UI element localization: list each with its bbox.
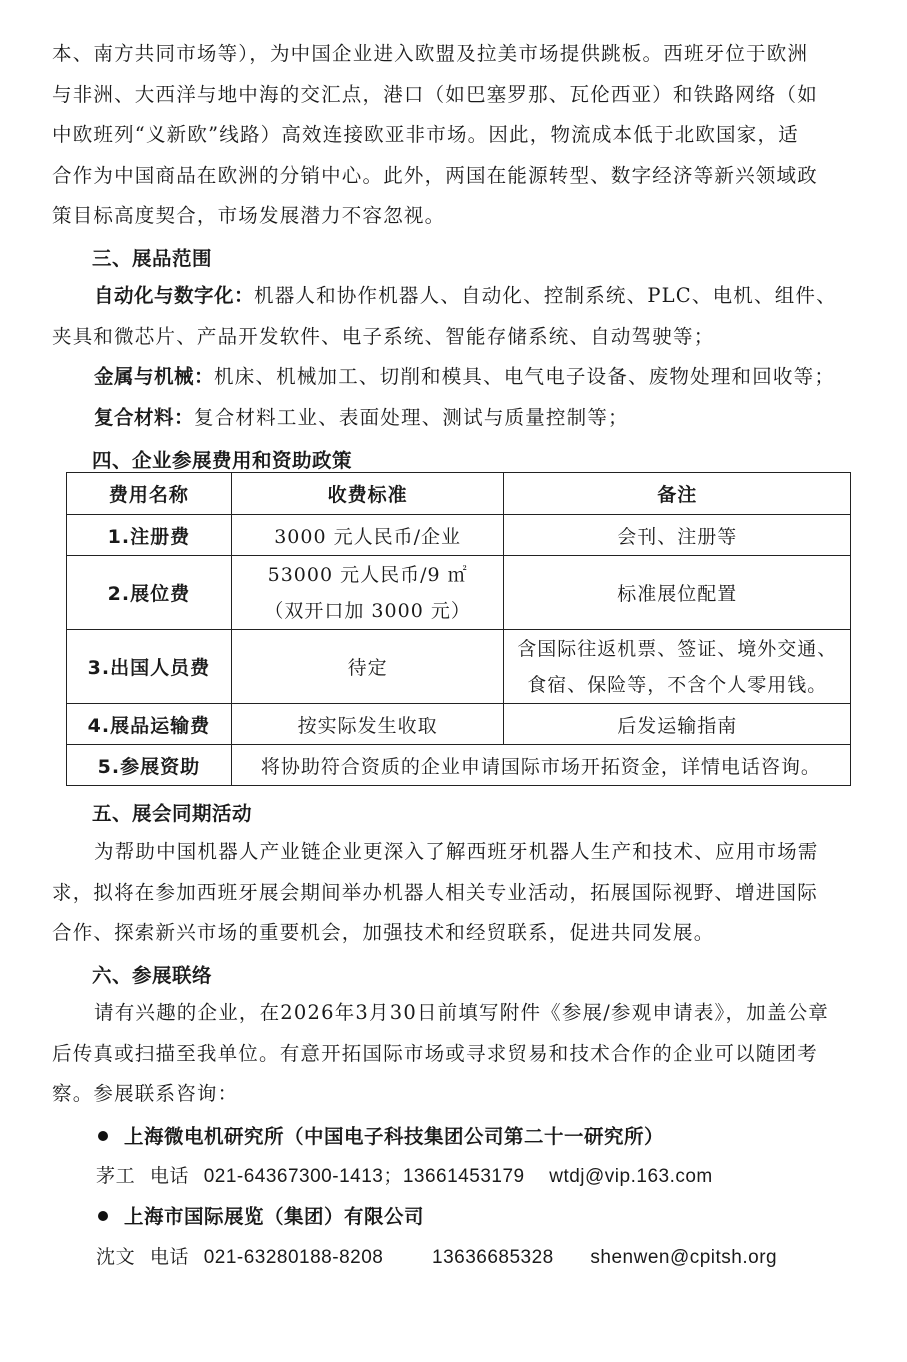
header-note: 备注 — [504, 473, 851, 515]
fee-table-header — [67, 473, 851, 515]
header-fee-name: 费用名称 — [67, 473, 232, 515]
table-row — [67, 630, 851, 704]
para-line: 求，拟将在参加西班牙展会期间举办机器人相关专业活动，拓展国际视野、增进国际 — [52, 880, 818, 904]
table-row — [67, 745, 851, 786]
fee-name: 2.展位费 — [67, 556, 232, 630]
section3-heading: 三、展品范围 — [92, 247, 213, 270]
contact-person: 茅工 — [96, 1165, 136, 1187]
para-line: 合作、探索新兴市场的重要机会，加强技术和经贸联系，促进共同发展。 — [52, 921, 715, 944]
intro-line: 合作为中国商品在欧洲的分销中心。此外，两国在能源转型、数字经济等新兴领域政 — [52, 163, 818, 187]
section6-paragraph — [52, 993, 862, 1115]
exhibit-scope — [52, 276, 867, 438]
scope-automation — [52, 276, 867, 317]
contact-line — [96, 1161, 713, 1188]
phone-label: 电话 — [149, 1165, 190, 1187]
section6-heading: 六、参展联络 — [92, 964, 213, 987]
contact-org-name: 上海市国际展览（集团）有限公司 — [124, 1205, 425, 1228]
fee-table — [66, 472, 851, 786]
fee-standard: 待定 — [231, 630, 504, 704]
fee-note — [504, 630, 851, 704]
fee-standard — [231, 556, 504, 630]
contact-email[interactable]: shenwen@cpitsh.org — [590, 1247, 778, 1268]
table-row — [67, 556, 851, 630]
section5-heading: 五、展会同期活动 — [92, 802, 253, 825]
contact-email[interactable]: wtdj@vip.163.com — [549, 1166, 713, 1187]
contact-org-name: 上海微电机研究所（中国电子科技集团公司第二十一研究所） — [124, 1125, 665, 1148]
para-line — [52, 993, 862, 1034]
fee-note: 会刊、注册等 — [504, 515, 851, 556]
header-fee-standard: 收费标准 — [231, 473, 504, 515]
fee-note-line: 食宿、保险等，不含个人零用钱。 — [527, 673, 828, 696]
fee-name: 1.注册费 — [67, 515, 232, 556]
fee-note: 标准展位配置 — [504, 556, 851, 630]
contact-phone: 021-64367300-1413；13661453179 — [203, 1166, 525, 1187]
fee-note-line: 含国际往返机票、签证、境外交通、 — [517, 637, 838, 660]
para-line — [52, 832, 862, 873]
fee-standard-line: （双开口加 3000 元） — [264, 599, 471, 622]
table-row — [67, 515, 851, 556]
fee-standard-line: 53000 元人民币/9 ㎡ — [267, 563, 468, 586]
contact-org — [98, 1121, 664, 1149]
section4-heading: 四、企业参展费用和资助政策 — [92, 449, 353, 472]
table-row — [67, 704, 851, 745]
para-text: 请有兴趣的企业，在2026年3月30日前填写附件《参展/参观申请表》，加盖公章 — [94, 1001, 829, 1024]
scope-metal — [52, 357, 867, 398]
contact-org — [98, 1201, 424, 1229]
intro-line: 策目标高度契合，市场发展潜力不容忽视。 — [52, 204, 446, 227]
para-line: 后传真或扫描至我单位。有意开拓国际市场或寻求贸易和技术合作的企业可以随团考 — [52, 1041, 818, 1065]
scope-metal-label: 金属与机械： — [94, 365, 215, 388]
contact-person: 沈文 — [96, 1246, 136, 1268]
scope-composite — [52, 398, 867, 439]
fee-standard: 3000 元人民币/企业 — [231, 515, 504, 556]
section5-paragraph — [52, 832, 862, 954]
bullet-icon — [98, 1211, 108, 1221]
intro-paragraph — [52, 34, 862, 237]
scope-composite-text: 复合材料工业、表面处理、测试与质量控制等； — [194, 405, 629, 429]
scope-composite-label: 复合材料： — [94, 405, 195, 429]
fee-note: 后发运输指南 — [504, 704, 851, 745]
bullet-icon — [98, 1131, 108, 1141]
fee-name: 3.出国人员费 — [67, 630, 232, 704]
contact-phone: 021-63280188-8208 — [203, 1247, 384, 1268]
fee-merged-note: 将协助符合资质的企业申请国际市场开拓资金，详情电话咨询。 — [231, 745, 850, 786]
fee-name: 5.参展资助 — [67, 745, 232, 786]
contact-mobile: 13636685328 — [432, 1247, 554, 1268]
para-line: 察。参展联系咨询： — [52, 1082, 239, 1105]
intro-line: 中欧班列“义新欧”线路）高效连接欧亚非市场。因此，物流成本低于北欧国家，适 — [52, 123, 799, 146]
para-text: 为帮助中国机器人产业链企业更深入了解西班牙机器人生产和技术、应用市场需 — [94, 840, 819, 863]
scope-automation-text: 机器人和协作机器人、自动化、控制系统、PLC、电机、组件、 — [254, 284, 837, 307]
fee-standard: 按实际发生收取 — [231, 704, 504, 745]
intro-line: 与非洲、大西洋与地中海的交汇点，港口（如巴塞罗那、瓦伦西亚）和铁路网络（如 — [52, 82, 818, 106]
phone-label: 电话 — [149, 1246, 190, 1268]
scope-automation-label: 自动化与数字化： — [94, 284, 255, 307]
intro-line: 本、南方共同市场等），为中国企业进入欧盟及拉美市场提供跳板。西班牙位于欧洲 — [52, 42, 809, 65]
scope-automation-cont: 夹具和微芯片、产品开发软件、电子系统、智能存储系统、自动驾驶等； — [52, 324, 715, 348]
scope-metal-text: 机床、机械加工、切削和模具、电气电子设备、废物处理和回收等； — [214, 365, 836, 388]
contact-line — [96, 1242, 777, 1269]
fee-name: 4.展品运输费 — [67, 704, 232, 745]
